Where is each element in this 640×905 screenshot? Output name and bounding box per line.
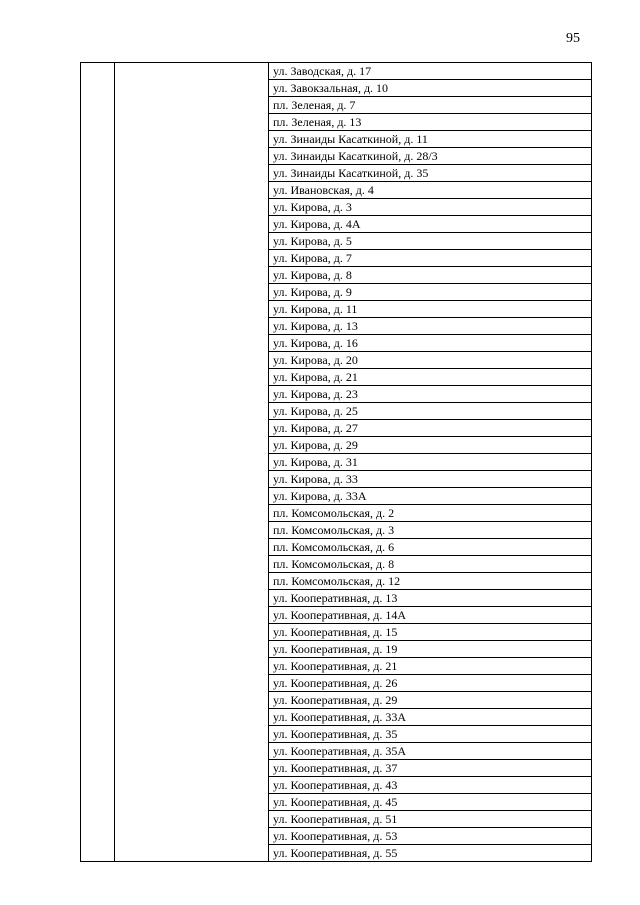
address-cell: ул. Кирова, д. 33А	[269, 488, 592, 505]
address-table-body	[81, 63, 592, 862]
address-cell: ул. Кооперативная, д. 53	[269, 828, 592, 845]
address-cell: ул. Кооперативная, д. 35А	[269, 743, 592, 760]
address-cell: ул. Кооперативная, д. 55	[269, 845, 592, 862]
address-cell: ул. Кооперативная, д. 35	[269, 726, 592, 743]
address-cell: пл. Комсомольская, д. 8	[269, 556, 592, 573]
empty-number-cell	[81, 63, 115, 862]
address-cell: ул. Кооперативная, д. 29	[269, 692, 592, 709]
address-cell: ул. Ивановская, д. 4	[269, 182, 592, 199]
address-cell: ул. Кооперативная, д. 14А	[269, 607, 592, 624]
address-cell: ул. Кирова, д. 23	[269, 386, 592, 403]
address-cell: ул. Кирова, д. 33	[269, 471, 592, 488]
address-cell: пл. Комсомольская, д. 3	[269, 522, 592, 539]
table-row	[81, 63, 592, 80]
address-cell: ул. Кооперативная, д. 13	[269, 590, 592, 607]
address-cell: ул. Кооперативная, д. 21	[269, 658, 592, 675]
address-cell: ул. Кирова, д. 9	[269, 284, 592, 301]
address-cell: ул. Кооперативная, д. 51	[269, 811, 592, 828]
address-cell: ул. Заводская, д. 17	[269, 63, 592, 80]
address-cell: ул. Кирова, д. 27	[269, 420, 592, 437]
address-cell: ул. Кооперативная, д. 33А	[269, 709, 592, 726]
empty-name-cell	[115, 63, 269, 862]
address-cell: ул. Зинаиды Касаткиной, д. 28/3	[269, 148, 592, 165]
address-cell: пл. Комсомольская, д. 12	[269, 573, 592, 590]
address-cell: ул. Зинаиды Касаткиной, д. 11	[269, 131, 592, 148]
address-cell: ул. Кирова, д. 25	[269, 403, 592, 420]
address-cell: ул. Кирова, д. 13	[269, 318, 592, 335]
address-cell: пл. Комсомольская, д. 2	[269, 505, 592, 522]
address-table	[80, 62, 592, 862]
address-cell: ул. Кирова, д. 31	[269, 454, 592, 471]
address-cell: ул. Кирова, д. 7	[269, 250, 592, 267]
address-cell: пл. Зеленая, д. 7	[269, 97, 592, 114]
address-cell: ул. Кирова, д. 3	[269, 199, 592, 216]
address-cell: ул. Кирова, д. 4А	[269, 216, 592, 233]
address-cell: ул. Кирова, д. 20	[269, 352, 592, 369]
address-cell: ул. Кооперативная, д. 15	[269, 624, 592, 641]
address-cell: ул. Зинаиды Касаткиной, д. 35	[269, 165, 592, 182]
address-cell: пл. Зеленая, д. 13	[269, 114, 592, 131]
address-cell: ул. Кооперативная, д. 43	[269, 777, 592, 794]
address-cell: ул. Кооперативная, д. 37	[269, 760, 592, 777]
page-number: 95	[566, 31, 580, 46]
address-cell: пл. Комсомольская, д. 6	[269, 539, 592, 556]
address-cell: ул. Кирова, д. 11	[269, 301, 592, 318]
address-cell: ул. Кирова, д. 21	[269, 369, 592, 386]
address-cell: ул. Кирова, д. 5	[269, 233, 592, 250]
address-cell: ул. Кооперативная, д. 45	[269, 794, 592, 811]
address-cell: ул. Кооперативная, д. 19	[269, 641, 592, 658]
address-cell: ул. Кооперативная, д. 26	[269, 675, 592, 692]
address-cell: ул. Кирова, д. 8	[269, 267, 592, 284]
address-cell: ул. Кирова, д. 16	[269, 335, 592, 352]
address-cell: ул. Завокзальная, д. 10	[269, 80, 592, 97]
address-cell: ул. Кирова, д. 29	[269, 437, 592, 454]
